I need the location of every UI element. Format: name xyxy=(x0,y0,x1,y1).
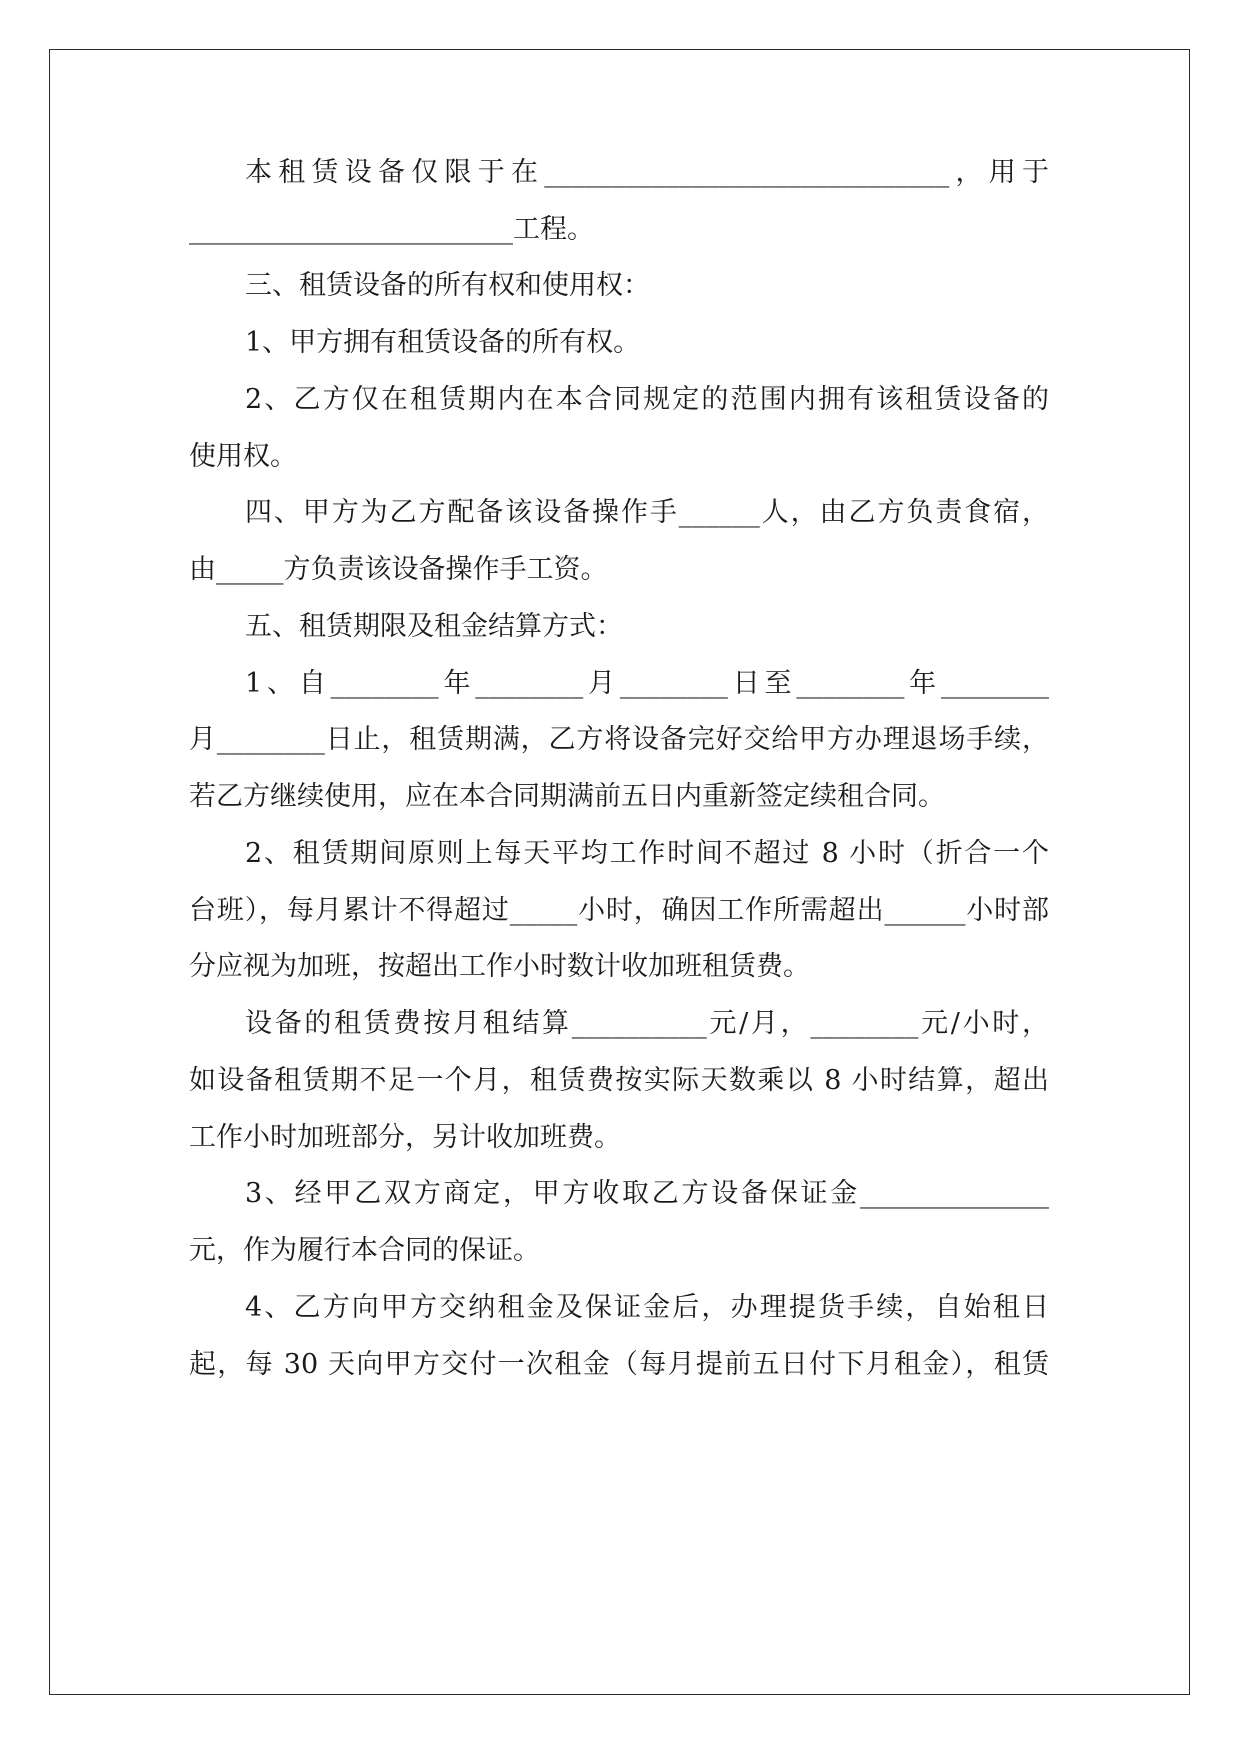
text-line: 2、租赁期间原则上每天平均工作时间不超过 8 小时（折合一个 xyxy=(245,838,1049,869)
text-line: 1、甲方拥有租赁设备的所有权。 xyxy=(245,327,641,358)
text-line: 使用权。 xyxy=(189,441,297,472)
text-line: 月________日止，租赁期满，乙方将设备完好交给甲方办理退场手续， xyxy=(189,724,1049,755)
text-line: 若乙方继续使用，应在本合同期满前五日内重新签定续租合同。 xyxy=(189,781,945,812)
text-line: 起，每 30 天向甲方交付一次租金（每月提前五日付下月租金），租赁 xyxy=(189,1349,1049,1380)
section-heading: 四、甲方为乙方配备该设备操作手______人，由乙方负责食宿， xyxy=(245,497,1049,528)
text-line: 台班），每月累计不得超过_____小时，确因工作所需超出______小时部 xyxy=(189,895,1049,926)
text-line: 1、自________年________月________日至________年________ xyxy=(245,668,1049,699)
text-line: 本租赁设备仅限于在______________________________，用于 xyxy=(245,157,1049,188)
text-line: 如设备租赁期不足一个月，租赁费按实际天数乘以 8 小时结算，超出 xyxy=(189,1065,1049,1096)
section-heading: 三、租赁设备的所有权和使用权： xyxy=(245,270,650,301)
text-line: 由_____方负责该设备操作手工资。 xyxy=(189,554,608,585)
text-line: 2、乙方仅在租赁期内在本合同规定的范围内拥有该租赁设备的 xyxy=(245,384,1049,415)
text-line: 3、经甲乙双方商定，甲方收取乙方设备保证金______________ xyxy=(245,1178,1049,1209)
text-line: 分应视为加班，按超出工作小时数计收加班租赁费。 xyxy=(189,951,810,982)
text-line: 元，作为履行本合同的保证。 xyxy=(189,1235,540,1266)
text-line: ________________________工程。 xyxy=(189,214,594,245)
text-line: 4、乙方向甲方交纳租金及保证金后，办理提货手续，自始租日 xyxy=(245,1292,1049,1323)
text-line: 工作小时加班部分，另计收加班费。 xyxy=(189,1122,621,1153)
section-heading: 五、租赁期限及租金结算方式： xyxy=(245,611,623,642)
text-line: 设备的租赁费按月租结算__________元/月，________元/小时， xyxy=(245,1008,1049,1039)
